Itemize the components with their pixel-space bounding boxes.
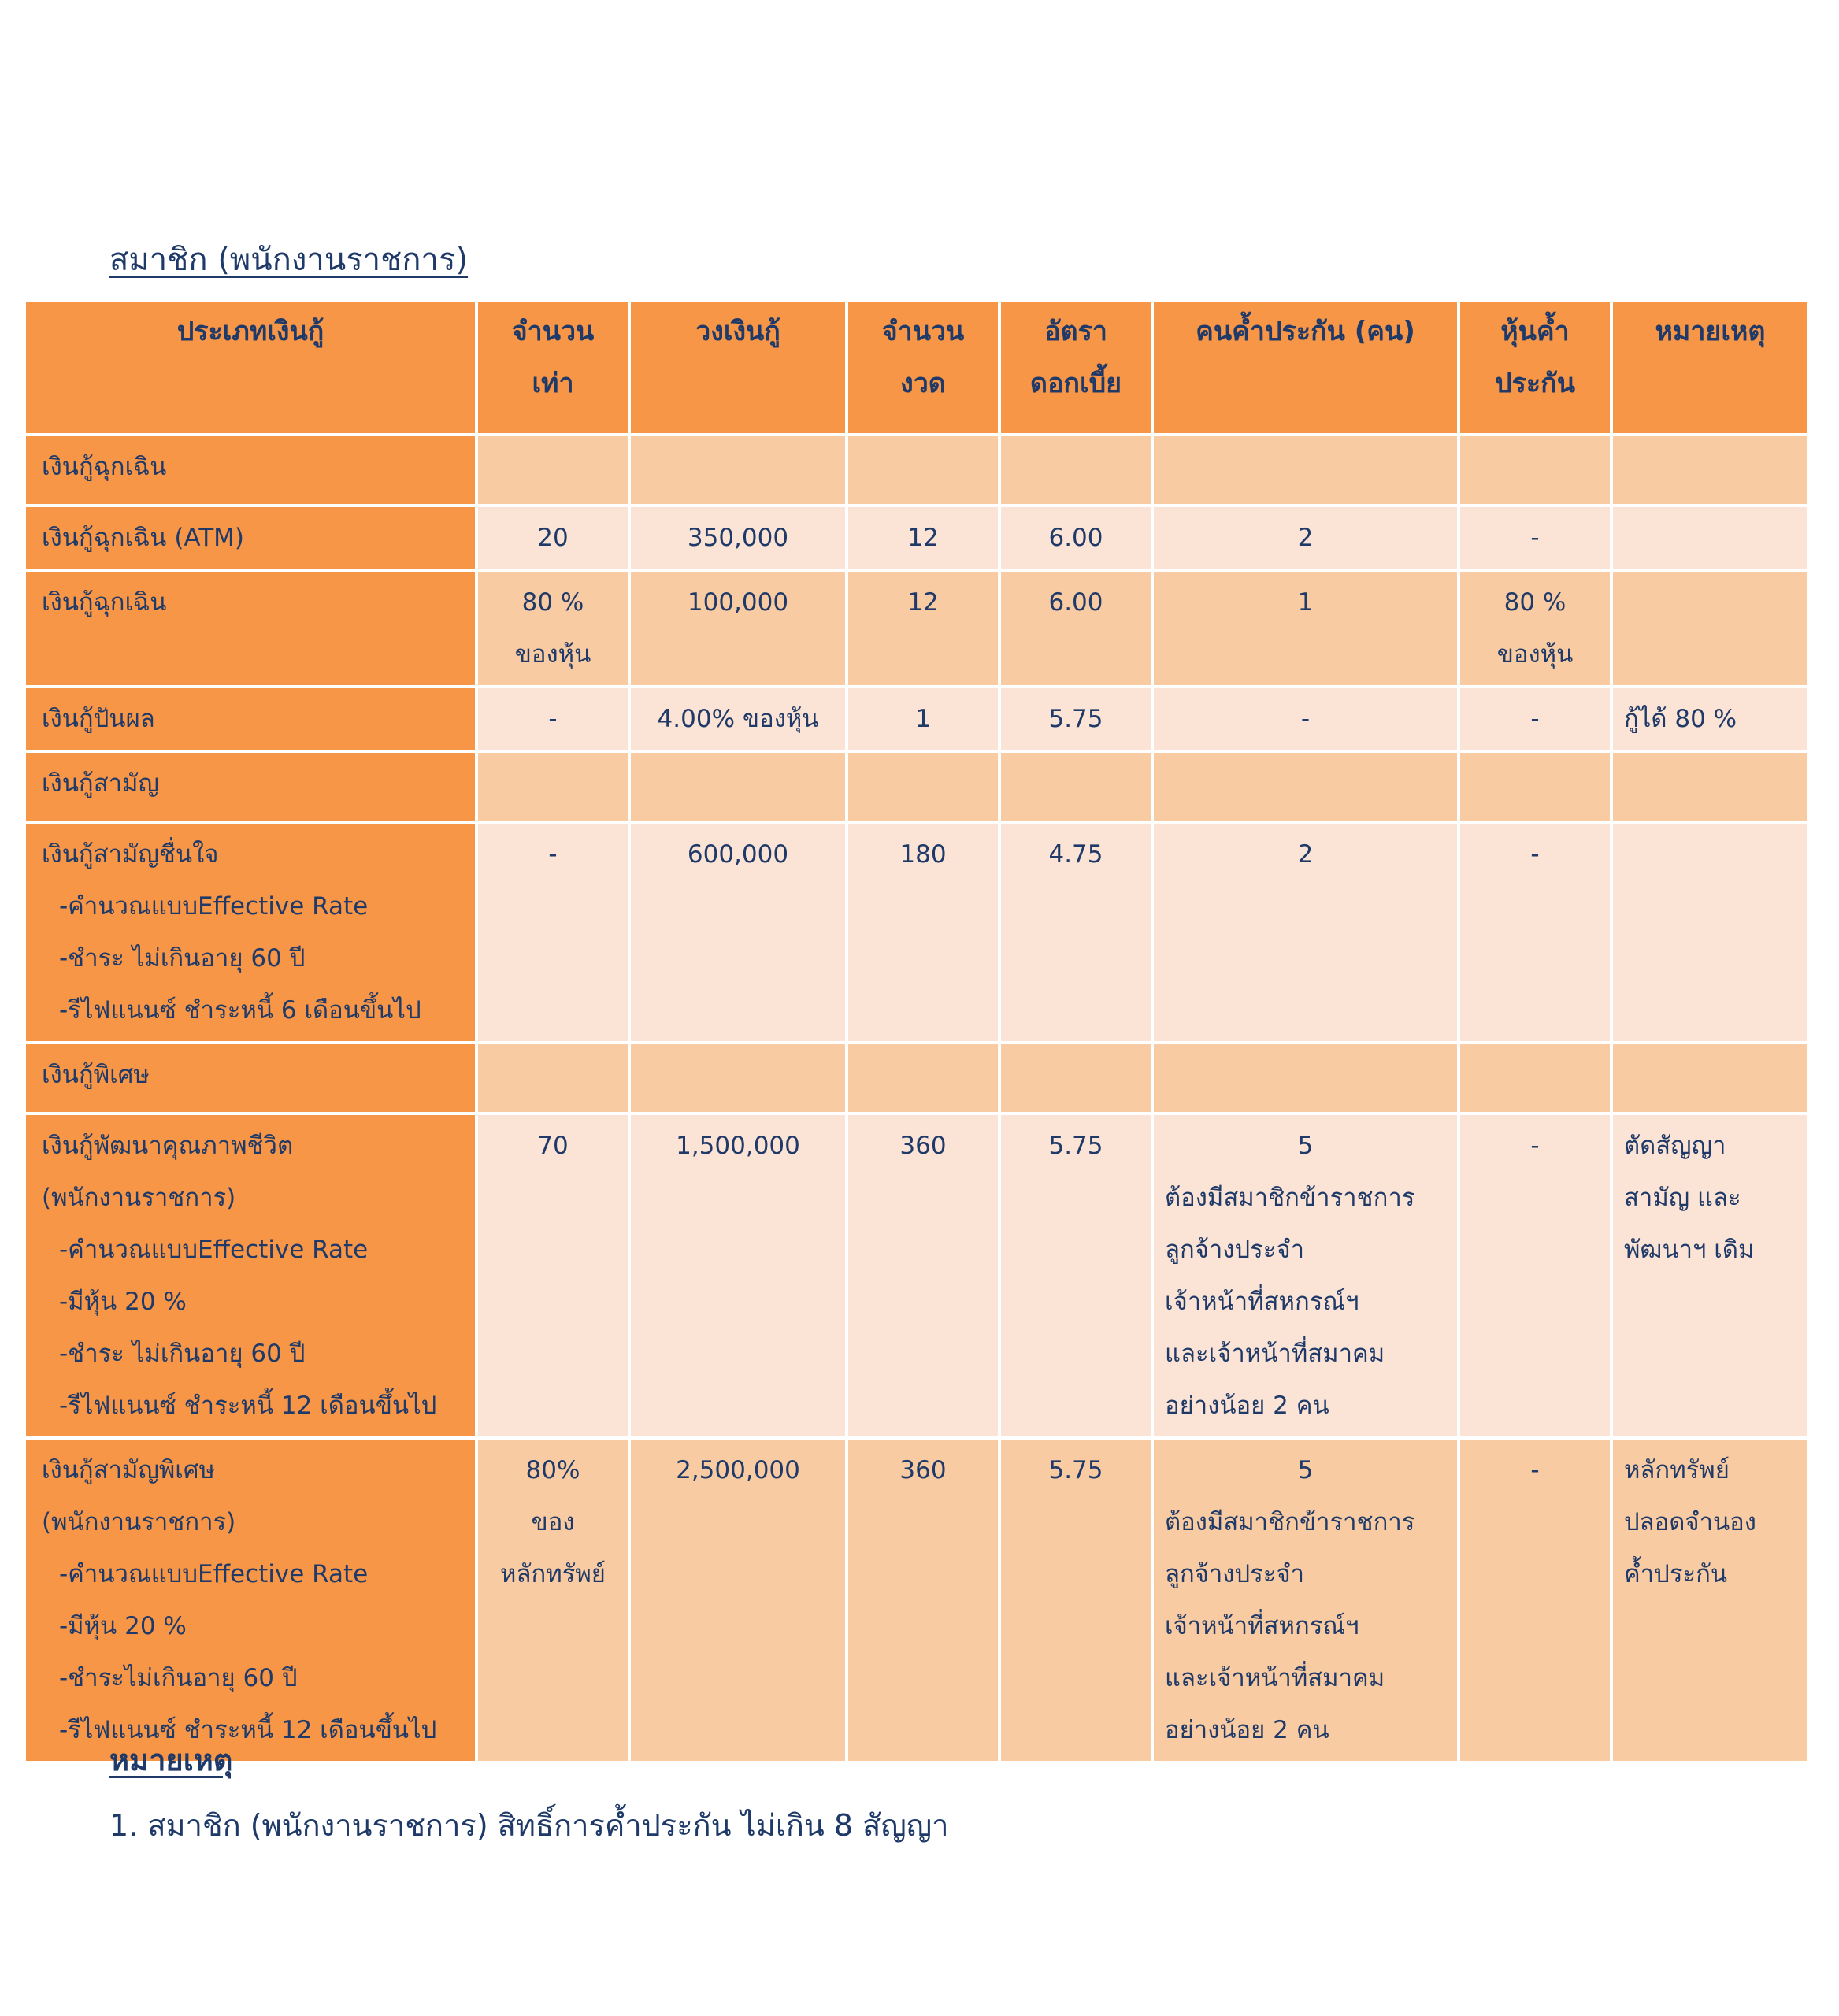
cell-times: - [478,688,628,750]
cell-rate: 5.75 [1001,1115,1151,1436]
table-row [26,753,1807,821]
header-rate: อัตรา ดอกเบี้ย [1001,302,1151,433]
row-name: เงินกู้ฉุกเฉิน (ATM) [26,507,475,569]
cell-installments: 12 [848,572,998,685]
header-guarantors: คนค้ำประกัน (คน) [1154,302,1457,433]
cell-limit: 4.00% ของหุ้น [631,688,845,750]
cell-guarantors: 1 [1154,572,1457,685]
header-limit: วงเงินกู้ [631,302,845,433]
cell-guarantors: 5 ต้องมีสมาชิกข้าราชการ ลูกจ้างประจำ เจ้าหน้าที่สหกรณ์ฯ และเจ้าหน้าที่สมาคม อย่างน้อย 2 คน [1154,1440,1457,1761]
cell-installments: 360 [848,1115,998,1436]
cell-remark: ตัดสัญญา สามัญ และ พัฒนาฯ เดิม [1613,1115,1807,1436]
cell-rate: 6.00 [1001,507,1151,569]
cell-remark: กู้ได้ 80 % [1613,688,1807,750]
cell-shares: - [1460,1115,1610,1436]
table-row [26,436,1807,504]
cell-rate: 5.75 [1001,1440,1151,1761]
cell-limit: 600,000 [631,824,845,1041]
cell-times: - [478,824,628,1041]
cell-installments: 12 [848,507,998,569]
cell-limit: 100,000 [631,572,845,685]
header-loan-type: ประเภทเงินกู้ [26,302,475,433]
cell-installments: 1 [848,688,998,750]
header-remark: หมายเหตุ [1613,302,1807,433]
cell-shares: - [1460,1440,1610,1761]
loan-table [23,299,1811,1764]
cell-guarantors: 5 ต้องมีสมาชิกข้าราชการ ลูกจ้างประจำ เจ้าหน้าที่สหกรณ์ฯ และเจ้าหน้าที่สมาคม อย่างน้อย 2 คน [1154,1115,1457,1436]
cell-remark: หลักทรัพย์ ปลอดจำนอง ค้ำประกัน [1613,1440,1807,1761]
row-name: เงินกู้สามัญพิเศษ (พนักงานราชการ) -คำนวณแบบEffective Rate -มีหุ้น 20 % -ชำระไม่เกินอายุ 60 ปี -รีไฟแนนซ์ ชำระหนี้ 12 เดือนขึ้นไป [26,1440,475,1761]
table-row [26,1440,1807,1761]
cell-remark [1613,824,1807,1041]
cell-rate: 4.75 [1001,824,1151,1041]
header-installments: จำนวน งวด [848,302,998,433]
cell-rate: 6.00 [1001,572,1151,685]
cell-shares: - [1460,824,1610,1041]
row-name: เงินกู้สามัญ [26,753,475,821]
table-row [26,1044,1807,1112]
table-row [26,507,1807,569]
cell-times: 70 [478,1115,628,1436]
cell-shares: 80 % ของหุ้น [1460,572,1610,685]
header-shares: หุ้นค้ำ ประกัน [1460,302,1610,433]
cell-shares: - [1460,688,1610,750]
row-name: เงินกู้ฉุกเฉิน [26,572,475,685]
table-row [26,572,1807,685]
header-times: จำนวน เท่า [478,302,628,433]
row-name: เงินกู้พิเศษ [26,1044,475,1112]
cell-shares: - [1460,507,1610,569]
cell-times: 20 [478,507,628,569]
row-name: เงินกู้ฉุกเฉิน [26,436,475,504]
row-name: เงินกู้ปันผล [26,688,475,750]
section-title: สมาชิก (พนักงานราชการ) [109,242,469,278]
cell-installments: 180 [848,824,998,1041]
row-name: เงินกู้สามัญชื่นใจ -คำนวณแบบEffective Rate -ชำระ ไม่เกินอายุ 60 ปี -รีไฟแนนซ์ ชำระหนี้ 6 เดือนขึ้นไป [26,824,475,1041]
cell-limit: 1,500,000 [631,1115,845,1436]
table-row [26,824,1807,1041]
table-row [26,688,1807,750]
table-row [26,1115,1807,1436]
cell-rate: 5.75 [1001,688,1151,750]
cell-guarantors: 2 [1154,507,1457,569]
notes-title: หมายเหตุ [109,1743,233,1777]
cell-remark [1613,572,1807,685]
cell-times: 80 % ของหุ้น [478,572,628,685]
cell-remark [1613,507,1807,569]
note-item: 1. สมาชิก (พนักงานราชการ) สิทธิ์การค้ำประกัน ไม่เกิน 8 สัญญา [109,1808,949,1843]
cell-guarantors: 2 [1154,824,1457,1041]
cell-times: 80% ของ หลักทรัพย์ [478,1440,628,1761]
cell-limit: 350,000 [631,507,845,569]
cell-installments: 360 [848,1440,998,1761]
row-name: เงินกู้พัฒนาคุณภาพชีวิต (พนักงานราชการ) -คำนวณแบบEffective Rate -มีหุ้น 20 % -ชำระ ไม่เกินอายุ 60 ปี -รีไฟแนนซ์ ชำระหนี้ 12 เดือนขึ้นไป [26,1115,475,1436]
cell-limit: 2,500,000 [631,1440,845,1761]
table-header-row [26,302,1807,433]
cell-guarantors: - [1154,688,1457,750]
